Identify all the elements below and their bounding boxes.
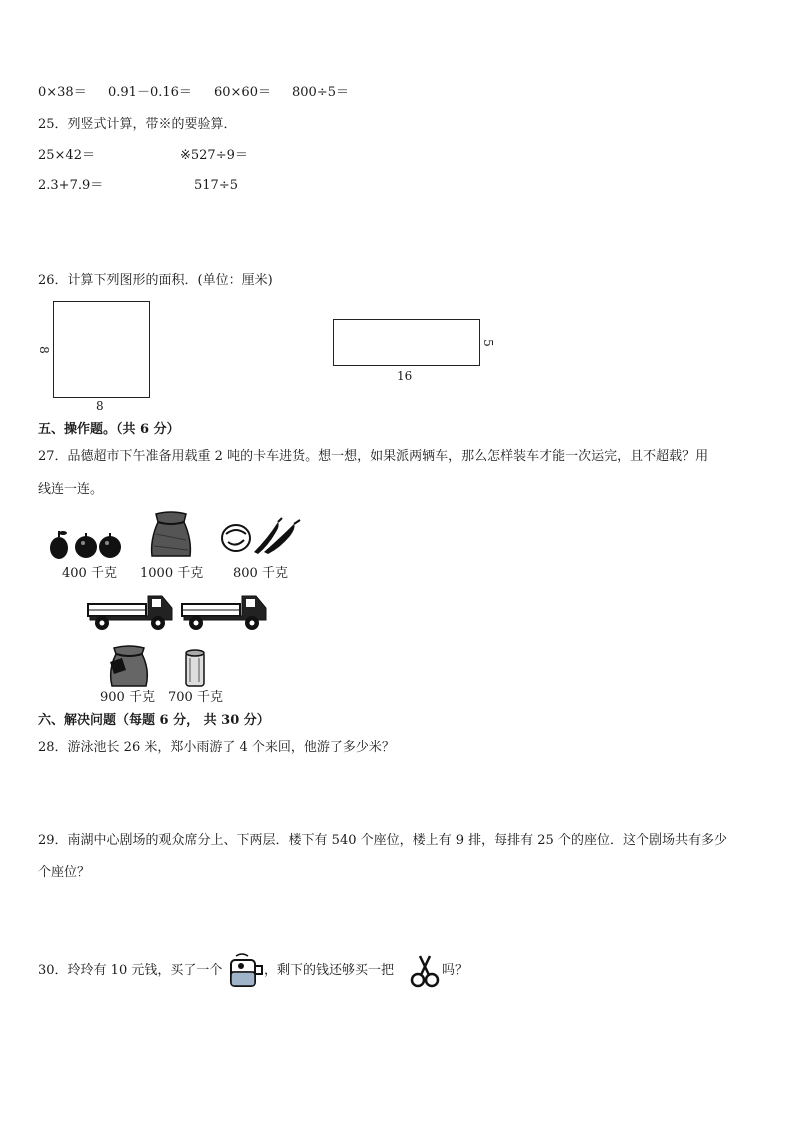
barrel-icon [184,648,206,688]
goods-label-vegetable: 800 千克 [233,566,288,581]
truck-icon [86,590,176,632]
section6-title: 六、解决问题（每题 6 分， 共 30 分） [38,713,270,728]
rect-side-label: 5 [480,339,495,347]
q27-line1: 27．品德超市下午准备用载重 2 吨的卡车进货。想一想，如果派两辆车，那么怎样装车才能一次运完，且不超载？用 [38,449,709,464]
sack-icon [146,510,196,560]
square-figure [53,301,150,398]
calc-item-2: 0.91－0.16＝ [108,85,192,100]
goods-label-sack: 1000 千克 [140,566,204,581]
scissors-icon [410,954,440,988]
q25-item-3: 2.3+7.9＝ [38,178,104,193]
calc-item-1: 0×38＝ [38,85,87,100]
rect-figure [333,319,480,366]
q30-part2: ，剩下的钱还够买一把 [264,963,395,978]
q25-item-1: 25×42＝ [38,148,95,163]
q29-line2: 个座位？ [38,865,91,880]
q29-line1: 29．南湖中心剧场的观众席分上、下两层．楼下有 540 个座位，楼上有 9 排，每排有 25 个的座位．这个剧场共有多少 [38,833,727,848]
q26-title: 26．计算下列图形的面积．(单位：厘米) [38,273,273,288]
q28-text: 28．游泳池长 26 米，郑小雨游了 4 个来回，他游了多少米？ [38,740,395,755]
rect-bottom-label: 16 [397,369,413,383]
pencil-sharpener-icon [228,950,264,990]
goods-label-bag: 900 千克 [100,690,155,705]
square-side-label: 8 [36,346,51,354]
q25-item-4: 517÷5 [194,178,238,193]
bag-icon [106,644,152,688]
calc-item-4: 800÷5＝ [292,85,349,100]
q25-title: 25．列竖式计算，带※的要验算． [38,117,237,132]
q25-item-2: ※527÷9＝ [180,148,248,163]
section5-title: 五、操作题。（共 6 分） [38,422,180,437]
fruit-icon [46,528,122,562]
goods-label-fruit: 400 千克 [62,566,117,581]
goods-label-barrel: 700 千克 [168,690,223,705]
calc-item-3: 60×60＝ [214,85,271,100]
q30-part3: 吗？ [442,963,469,978]
q30-part1: 30．玲玲有 10 元钱，买了一个 [38,963,223,978]
truck-icon [180,590,270,632]
q27-line2: 线连一连。 [38,482,104,497]
vegetable-icon [220,518,302,556]
square-bottom-label: 8 [96,399,104,413]
